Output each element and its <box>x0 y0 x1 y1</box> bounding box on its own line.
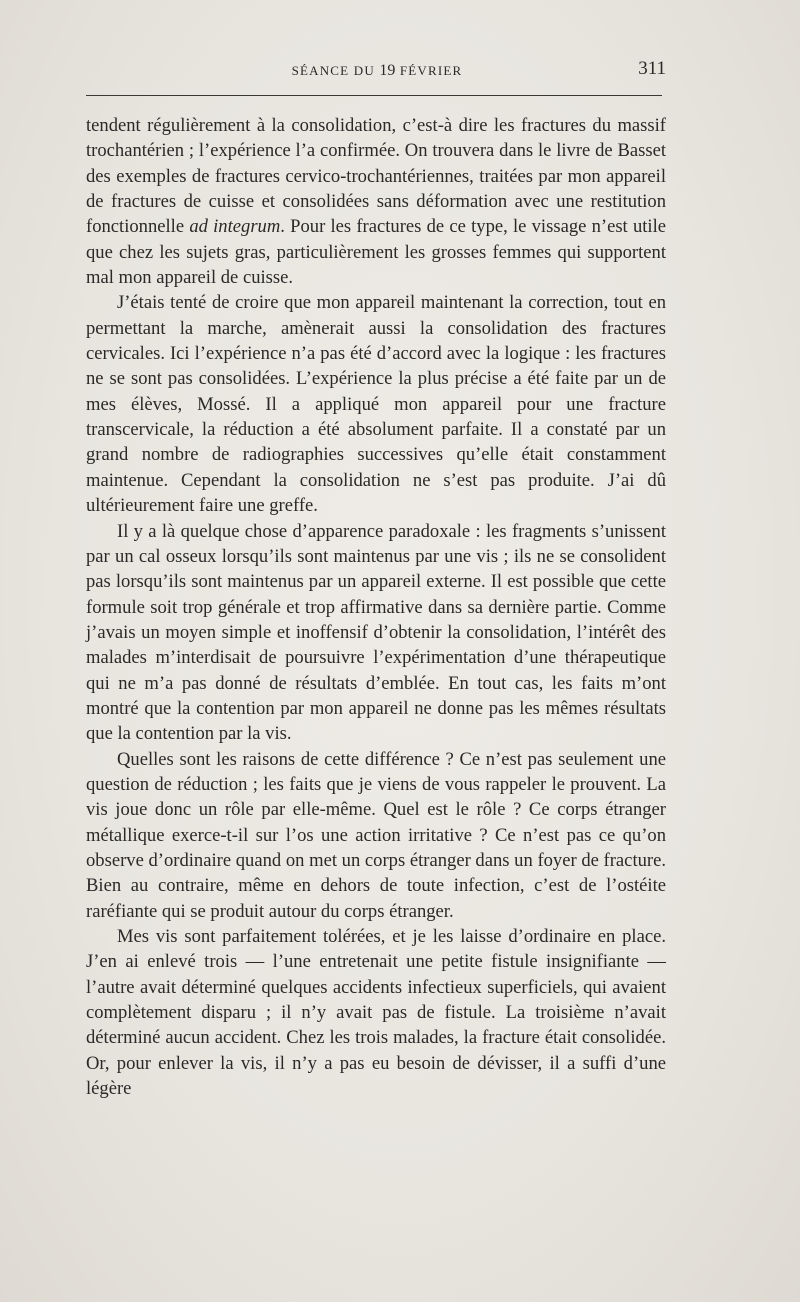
body-text <box>86 113 666 1101</box>
page-number: 311 <box>638 58 666 79</box>
paragraph-4: Quelles sont les raisons de cette différence ? Ce n’est pas seulement une question de réduction ; les faits que je viens de vous rappeler le prouvent. La vis joue donc un rôle par elle-même. Quel est le rôle ? Ce corps étranger métallique exerce-t-il sur l’os une action irritative ? Ce n’est pas ce qu’on observe d’ordinaire quand on met un corps étranger dans un foyer de fracture. Bien au contraire, même en dehors de toute infection, c’est de l’ostéite raréfiante qui se produit autour du corps étranger. <box>86 748 666 922</box>
running-head-month: FÉVRIER <box>399 63 463 78</box>
header-rule <box>86 95 662 96</box>
running-head-day: 19 <box>379 62 396 79</box>
running-head <box>86 62 668 80</box>
page-header <box>86 58 668 84</box>
paragraph-1-text: tendent régulièrement à la consolidation, c’est-à dire les fractures du massif trochantérien ; l’expérience l’a confirmée. On trouvera dans le livre de Basset des exemples de fractures cervico-trochantériennes, traitées par mon appareil de fractures de cuisse et consolidées sans déformation avec une restitution fonctionnelle <box>86 115 666 238</box>
paragraph-2: J’étais tenté de croire que mon appareil maintenant la correction, tout en permettant la marche, amènerait aussi la consolidation des fractures cervicales. Ici l’expérience n’a pas été d’accord avec la logique : les fractures ne se sont pas consolidées. L’expérience la plus précise a été faite par un de mes élèves, Mossé. Il a appliqué mon appareil pour une fracture transcervicale, la réduction a été absolument parfaite. Il a constaté par un grand nombre de radiographies successives qu’elle était constamment maintenue. Cependant la consolidation ne s’est pas produite. J’ai dû ultérieurement faire une greffe. <box>86 292 666 517</box>
paragraph-5: Mes vis sont parfaitement tolérées, et je les laisse d’ordinaire en place. J’en ai enlevé trois — l’une entretenait une petite fistule insignifiante — l’autre avait déterminé quelques accidents infectieux superficiels, qui avaient complètement disparu ; il n’y avait pas de fistule. La troisième n’avait déterminé aucun accident. Chez les trois malades, la fracture était consolidée. Or, pour enlever la vis, il n’y a pas eu besoin de dévisser, il a suffi d’une légère <box>86 926 666 1100</box>
paragraph-3: Il y a là quelque chose d’apparence paradoxale : les fragments s’unissent par un cal osseux lorsqu’ils sont maintenus par une vis ; ils ne se consolident pas lorsqu’ils sont maintenus par un appareil externe. Il est possible que cette formule soit trop générale et trop affirmative dans sa dernière partie. Comme j’avais un moyen simple et inoffensif d’obtenir la consolidation, l’intérêt des malades m’interdisait de poursuivre l’expérimentation d’une thérapeutique qui ne m’a pas donné de résultats d’emblée. En tout cas, les faits m’ont montré que la contention par mon appareil ne donne pas les mêmes résultats que la contention par la vis. <box>86 520 666 745</box>
running-head-prefix: SÉANCE DU <box>291 63 375 78</box>
latin-phrase: ad integrum <box>189 216 281 238</box>
paragraph-1 <box>86 113 666 290</box>
paragraph-1-text-end: . Pour les fractures de ce type, le vissage n’est utile que chez les sujets gras, particulièrement les grosses femmes qui supportent mal mon appareil de cuisse. <box>86 216 666 289</box>
